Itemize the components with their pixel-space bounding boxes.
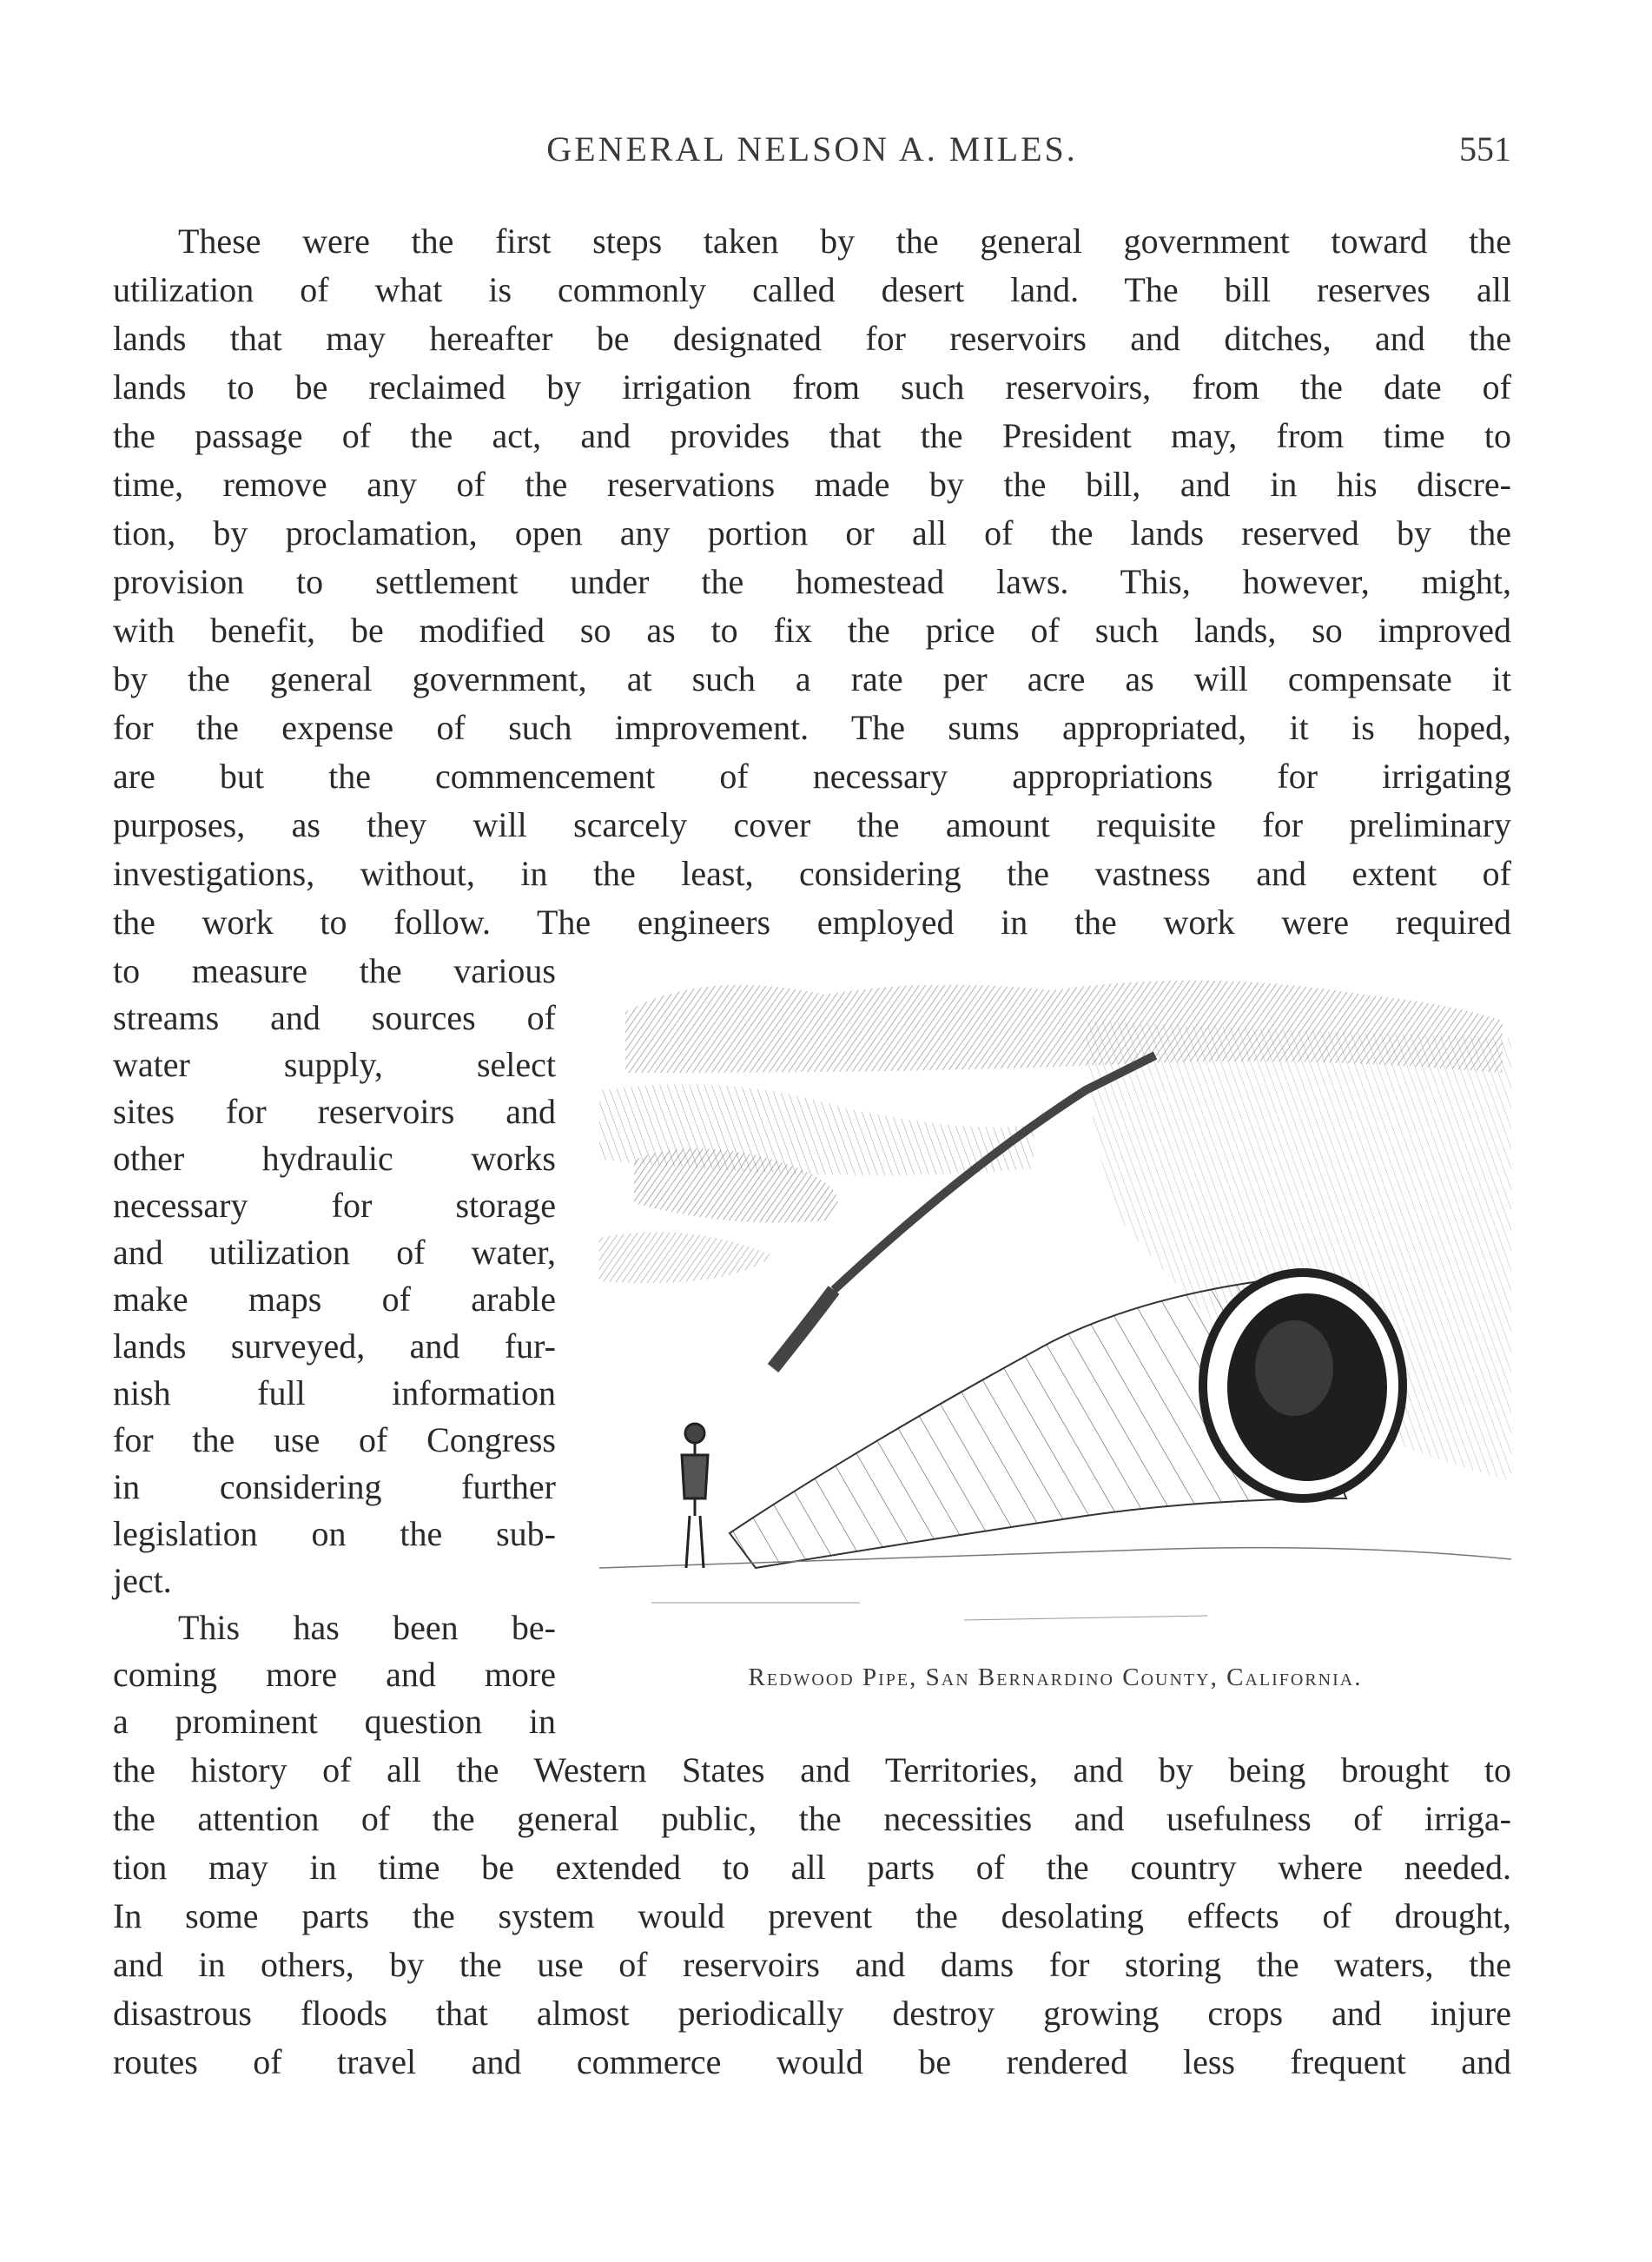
- wrap-line: a prominent question in: [113, 1702, 556, 1741]
- wrap-line: water supply, select: [113, 1045, 556, 1084]
- wrap-line: This has been be-: [178, 1608, 556, 1647]
- body-line: tion may in time be extended to all parts of the country where needed.: [113, 1848, 1511, 1887]
- body-line: routes of travel and commerce would be rendered less frequent and: [113, 2042, 1511, 2081]
- illustration: [599, 960, 1511, 1637]
- redwood-pipe-engraving: [599, 960, 1511, 1637]
- figure-person: [682, 1424, 708, 1568]
- body-line: investigations, without, in the least, considering the vastness and extent of: [113, 854, 1511, 893]
- body-line: with benefit, be modified so as to fix the price of such lands, so improved: [113, 611, 1511, 650]
- figure-caption: Redwood Pipe, San Bernardino County, California.: [748, 1663, 1363, 1691]
- body-line: the attention of the general public, the necessities and usefulness of irriga-: [113, 1799, 1511, 1838]
- body-line: purposes, as they will scarcely cover the amount requisite for preliminary: [113, 805, 1511, 844]
- wrap-line: lands surveyed, and fur-: [113, 1326, 556, 1366]
- wrap-line: make maps of arable: [113, 1280, 556, 1319]
- running-head: [113, 129, 1511, 181]
- body-line: tion, by proclamation, open any portion or all of the lands reserved by the: [113, 513, 1511, 552]
- wrap-line: other hydraulic works: [113, 1139, 556, 1178]
- wrap-line: sites for reservoirs and: [113, 1092, 556, 1131]
- body-line: by the general government, at such a rate per acre as will compensate it: [113, 659, 1511, 698]
- body-line: provision to settlement under the homestead laws. This, however, might,: [113, 562, 1511, 601]
- body-line: the history of all the Western States and Territories, and by being brought to: [113, 1750, 1511, 1789]
- body-line: and in others, by the use of reservoirs and dams for storing the waters, the: [113, 1945, 1511, 1984]
- body-line: for the expense of such improvement. The sums appropriated, it is hoped,: [113, 708, 1511, 747]
- wrap-line: streams and sources of: [113, 998, 556, 1037]
- page-number: 551: [1459, 129, 1511, 169]
- wrap-line: necessary for storage: [113, 1186, 556, 1225]
- body-line: the work to follow. The engineers employed in the work were required: [113, 903, 1511, 942]
- wrap-line: for the use of Congress: [113, 1420, 556, 1459]
- body-line: disastrous floods that almost periodically destroy growing crops and injure: [113, 1994, 1511, 2033]
- body-line: lands that may hereafter be designated for reservoirs and ditches, and the: [113, 319, 1511, 358]
- wrap-line: coming more and more: [113, 1655, 556, 1694]
- body-line: time, remove any of the reservations made by the bill, and in his discre-: [113, 465, 1511, 504]
- body-line: lands to be reclaimed by irrigation from such reservoirs, from the date of: [113, 367, 1511, 407]
- wrap-line: to measure the various: [113, 951, 556, 990]
- wrap-line: in considering further: [113, 1467, 556, 1506]
- running-title: GENERAL NELSON A. MILES.: [546, 129, 1078, 169]
- body-line: utilization of what is commonly called desert land. The bill reserves all: [113, 270, 1511, 309]
- body-line: These were the first steps taken by the general government toward the: [178, 222, 1511, 261]
- wrap-line: ject.: [113, 1561, 172, 1600]
- wrap-line: nish full information: [113, 1373, 556, 1412]
- body-line: In some parts the system would prevent the desolating effects of drought,: [113, 1896, 1511, 1935]
- body-line: are but the commencement of necessary appropriations for irrigating: [113, 757, 1511, 796]
- wrap-line: legislation on the sub-: [113, 1514, 556, 1553]
- wrap-line: and utilization of water,: [113, 1233, 556, 1272]
- body-line: the passage of the act, and provides that the President may, from time to: [113, 416, 1511, 455]
